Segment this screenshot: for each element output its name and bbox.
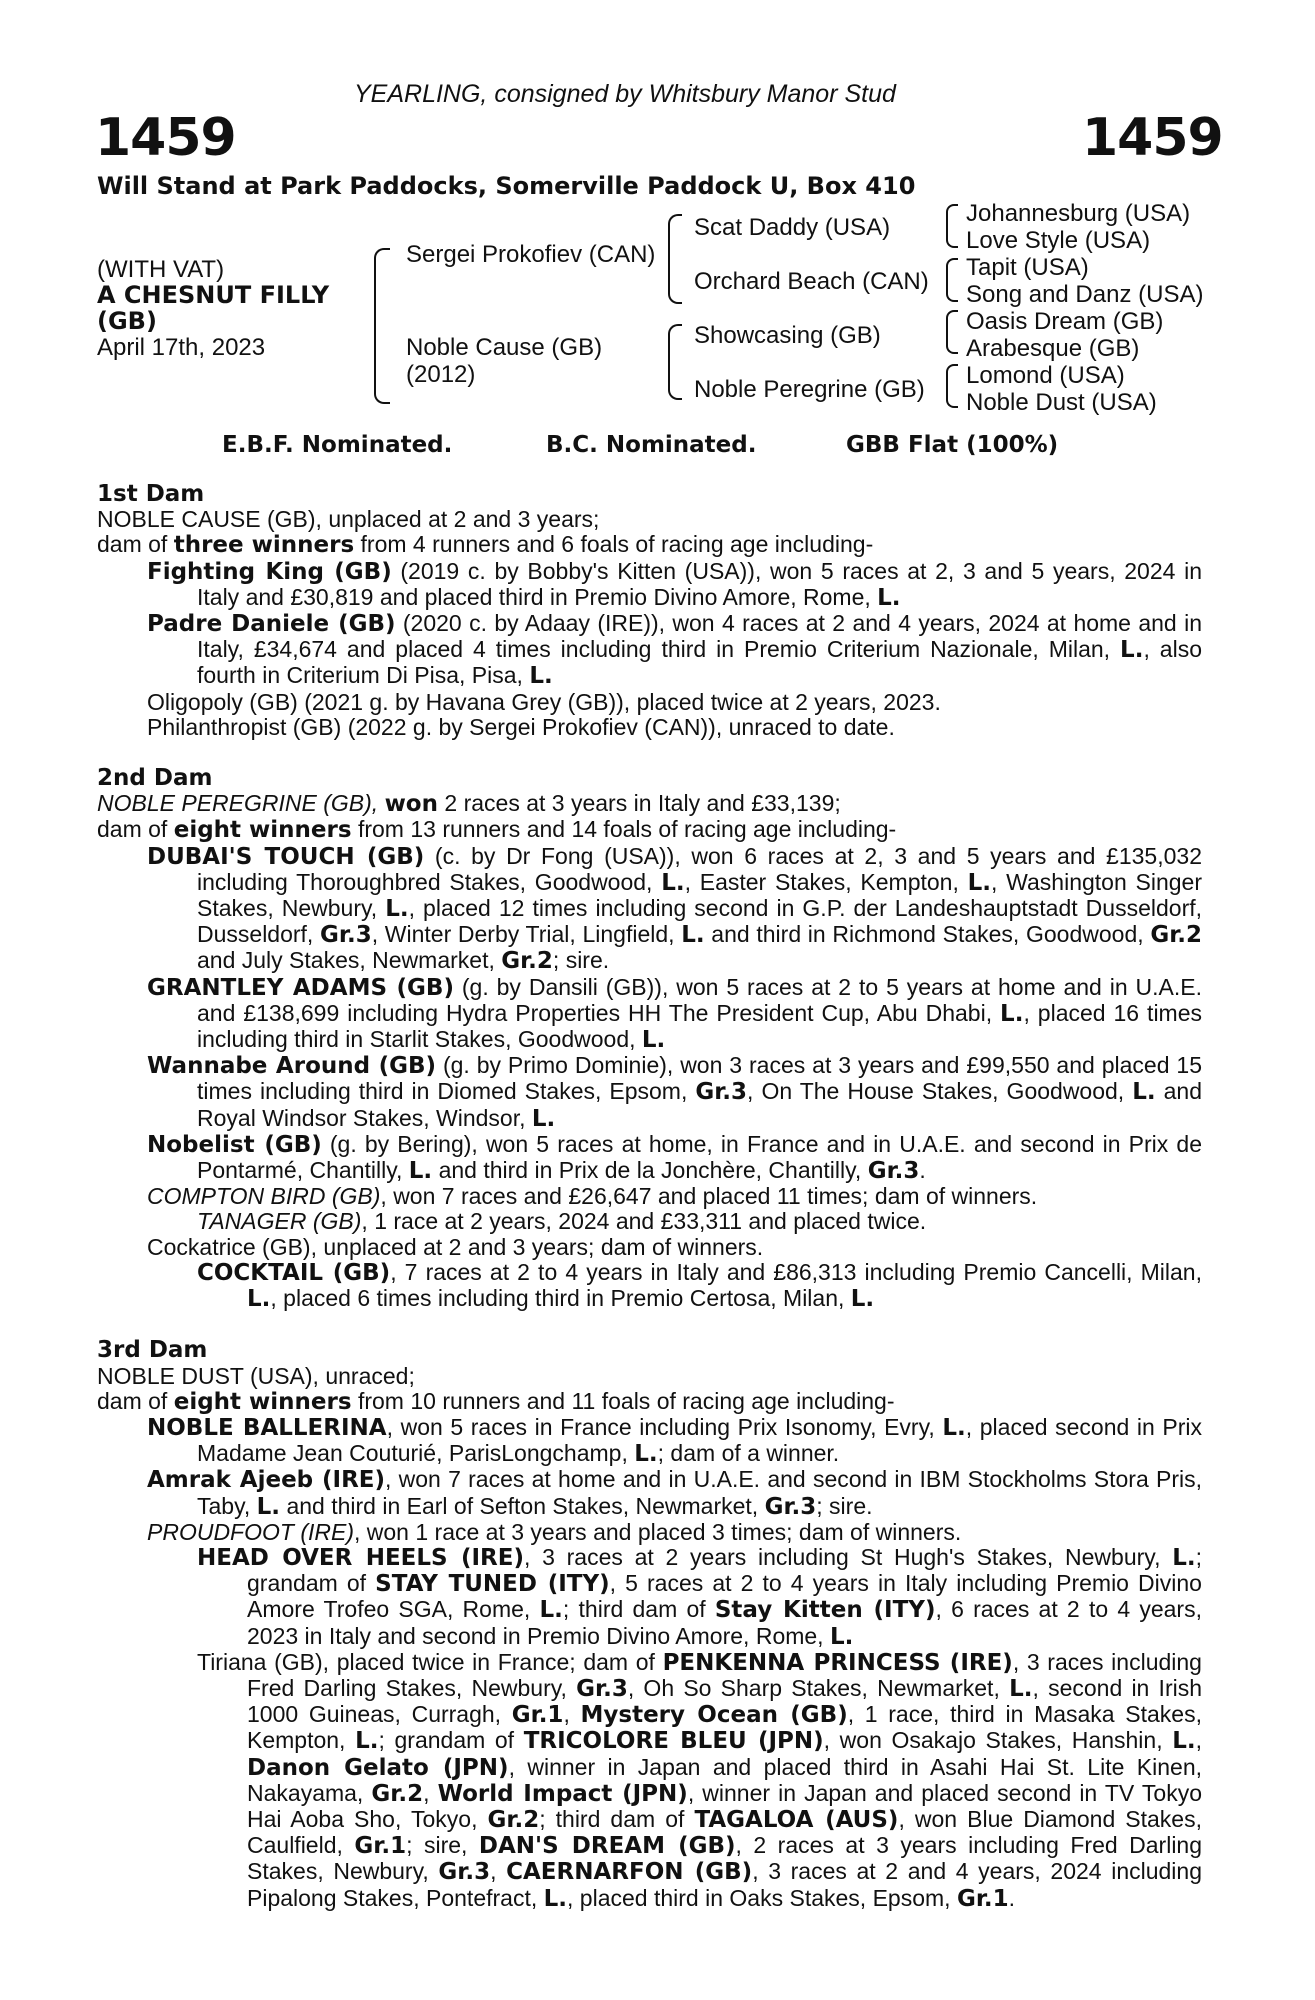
third-dam-heading: 3rd Dam <box>97 1337 208 1364</box>
first-dam-heading: 1st Dam <box>97 481 205 507</box>
produce-entry: Cockatrice (GB), unplaced at 2 and 3 years; dam of winners. <box>147 1233 764 1260</box>
horse-country: (GB) <box>97 307 157 335</box>
pedigree-sds: Tapit (USA) <box>966 254 1089 281</box>
consignment-line: YEARLING, consigned by Whitsbury Manor Stud <box>354 80 896 108</box>
lot-number-right: 1459 <box>1082 108 1223 168</box>
pedigree-dsd: Arabesque (GB) <box>966 335 1140 362</box>
pedigree-ss: Scat Daddy (USA) <box>694 214 891 241</box>
pedigree-brace-sd <box>946 258 958 302</box>
produce-entry: PROUDFOOT (IRE), won 1 race at 3 years and placed 3 times; dam of winners. <box>147 1518 962 1545</box>
produce-entry: Fighting King (GB) (2019 c. by Bobby's Kitten (USA)), won 5 races at 2, 3 and 5 years, 2024 in Italy and £30,819 and placed third in Premio Divino Amore, Rome, L. <box>147 557 1202 611</box>
lot-number-left: 1459 <box>95 108 236 168</box>
produce-record <box>97 482 1202 1912</box>
pedigree-brace-dd <box>946 364 958 408</box>
produce-entry: TANAGER (GB), 1 race at 2 years, 2024 and £33,311 and placed twice. <box>197 1208 927 1235</box>
pedigree-dss: Oasis Dream (GB) <box>966 308 1164 335</box>
produce-entry: GRANTLEY ADAMS (GB) (g. by Dansili (GB)), won 5 races at 2 to 5 years at home and in U.A.E. and £138,699 including Hydra Properties HH The President Cup, Abu Dhabi, L., placed 16 times including third in Starlit Stakes, Goodwood, L. <box>147 973 1203 1054</box>
pedigree-dam: Noble Cause (GB) <box>406 334 603 361</box>
horse-name: A CHESNUT FILLY <box>97 281 330 309</box>
pedigree-sire: Sergei Prokofiev (CAN) <box>406 241 656 268</box>
pedigree-brace-ss <box>946 204 958 248</box>
first-dam-line: NOBLE CAUSE (GB), unplaced at 2 and 3 years; <box>97 506 600 533</box>
produce-entry: DUBAI'S TOUCH (GB) (c. by Dr Fong (USA)), won 6 races at 2, 3 and 5 years and £135,032 including Thoroughbred Stakes, Goodwood, L., Easter Stakes, Kempton, L., Washington Singer Stakes, Newbury, L., placed 12 times including second in G.P. der Landeshauptstadt Dusseldorf, Dusseldorf, Gr.3, Winter Derby Trial, Lingfield, L. and third in Richmond Stakes, Goodwood, Gr.2 and July Stakes, Newmarket, Gr.2; sire. <box>147 842 1203 975</box>
second-dam-summary: dam of eight winners from 13 runners and 14 foals of racing age including- <box>97 816 897 844</box>
produce-entry: Tiriana (GB), placed twice in France; dam of PENKENNA PRINCESS (IRE), 3 races including Fred Darling Stakes, Newbury, Gr.3, Oh So Sharp Stakes, Newmarket, L., second in Irish 1000 Guineas, Curragh, Gr.1, Mystery Ocean (GB), 1 race, third in Masaka Stakes, Kempton, L.; grandam of TRICOLORE BLEU (JPN), won Osakajo Stakes, Hanshin, L., Danon Gelato (JPN), winner in Japan and placed third in Asahi Hai St. Lite Kinen, Nakayama, Gr.2, World Impact (JPN), winner in Japan and placed second in TV Tokyo Hai Aoba Sho, Tokyo, Gr.2; third dam of TAGALOA (AUS), won Blue Diamond Stakes, Caulfield, Gr.1; sire, DAN'S DREAM (GB), 2 races at 3 years including Fred Darling Stakes, Newbury, Gr.3, CAERNARFON (GB), 3 races at 2 and 4 years, 2024 including Pipalong Stakes, Pontefract, L., placed third in Oaks Stakes, Epsom, Gr.1. <box>197 1648 1203 1912</box>
third-dam-line: NOBLE DUST (USA), unraced; <box>97 1362 415 1389</box>
pedigree-brace-dam <box>668 324 682 400</box>
produce-entry: NOBLE BALLERINA, won 5 races in France including Prix Isonomy, Evry, L., placed second in Prix Madame Jean Couturié, ParisLongchamp, L.; dam of a winner. <box>147 1413 1202 1468</box>
produce-entry: Oligopoly (GB) (2021 g. by Havana Grey (GB)), placed twice at 2 years, 2023. <box>147 688 941 715</box>
pedigree-sd: Orchard Beach (CAN) <box>694 268 929 295</box>
third-dam-summary: dam of eight winners from 10 runners and 11 foals of racing age including- <box>97 1387 895 1415</box>
produce-entry: Philanthropist (GB) (2022 g. by Sergei Prokofiev (CAN)), unraced to date. <box>147 713 895 740</box>
produce-entry: Wannabe Around (GB) (g. by Primo Dominie), won 3 races at 3 years and £99,550 and placed 15 times including third in Diomed Stakes, Epsom, Gr.3, On The House Stakes, Goodwood, L. and Royal Windsor Stakes, Windsor, L. <box>147 1052 1202 1132</box>
pedigree-ssd: Love Style (USA) <box>966 227 1151 254</box>
ebf-nomination: E.B.F. Nominated. <box>222 432 453 458</box>
produce-entry: COMPTON BIRD (GB), won 7 races and £26,647 and placed 11 times; dam of winners. <box>147 1183 1038 1210</box>
second-dam-heading: 2nd Dam <box>97 765 213 792</box>
produce-entry: Padre Daniele (GB) (2020 c. by Adaay (IRE)), won 4 races at 2 and 4 years, 2024 at home and in Italy, £34,674 and placed 4 times including third in Premio Criterium Nazionale, Milan, L., also fourth in Criterium Di Pisa, Pisa, L. <box>147 610 1203 690</box>
pedigree-brace-ds <box>946 310 958 354</box>
pedigree-dds: Lomond (USA) <box>966 362 1125 389</box>
pedigree-sss: Johannesburg (USA) <box>966 200 1191 227</box>
produce-entry: Nobelist (GB) (g. by Bering), won 5 races at home, in France and in U.A.E. and second in Prix de Pontarmé, Chantilly, L. and third in Prix de la Jonchère, Chantilly, Gr.3. <box>147 1130 1202 1185</box>
produce-entry: Amrak Ajeeb (IRE), won 7 races at home and in U.A.E. and second in IBM Stockholms Stora Pris, Taby, L. and third in Earl of Sefton Stakes, Newmarket, Gr.3; sire. <box>147 1466 1202 1520</box>
pedigree-sdd: Song and Danz (USA) <box>966 281 1204 308</box>
first-dam-summary: dam of three winners from 4 runners and 6 foals of racing age including- <box>97 531 874 559</box>
produce-entry: HEAD OVER HEELS (IRE), 3 races at 2 years including St Hugh's Stakes, Newbury, L.; grandam of STAY TUNED (ITY), 5 races at 2 to 4 years in Italy including Premio Divino Amore Trofeo SGA, Rome, L.; third dam of Stay Kitten (ITY), 6 races at 2 to 4 years, 2023 in Italy and second in Premio Divino Amore, Rome, L. <box>197 1543 1202 1650</box>
pedigree-brace-sire <box>668 214 682 304</box>
pedigree-ddd: Noble Dust (USA) <box>966 389 1157 416</box>
pedigree-ds: Showcasing (GB) <box>694 322 881 349</box>
pedigree-brace-main <box>374 248 390 404</box>
produce-entry: COCKTAIL (GB), 7 races at 2 to 4 years in Italy and £86,313 including Premio Cancelli, Milan, L., placed 6 times including third in Premio Certosa, Milan, L. <box>197 1258 1202 1313</box>
vat-label: (WITH VAT) <box>97 256 225 283</box>
second-dam-line: NOBLE PEREGRINE (GB), won 2 races at 3 years in Italy and £33,139; <box>97 790 841 818</box>
gbb-flat: GBB Flat (100%) <box>846 432 1059 458</box>
horse-dob: April 17th, 2023 <box>97 334 266 361</box>
bc-nomination: B.C. Nominated. <box>546 432 757 458</box>
pedigree-dam-year: (2012) <box>406 361 476 388</box>
venue-line: Will Stand at Park Paddocks, Somerville Paddock U, Box 410 <box>97 172 916 200</box>
pedigree-dd: Noble Peregrine (GB) <box>694 376 925 403</box>
